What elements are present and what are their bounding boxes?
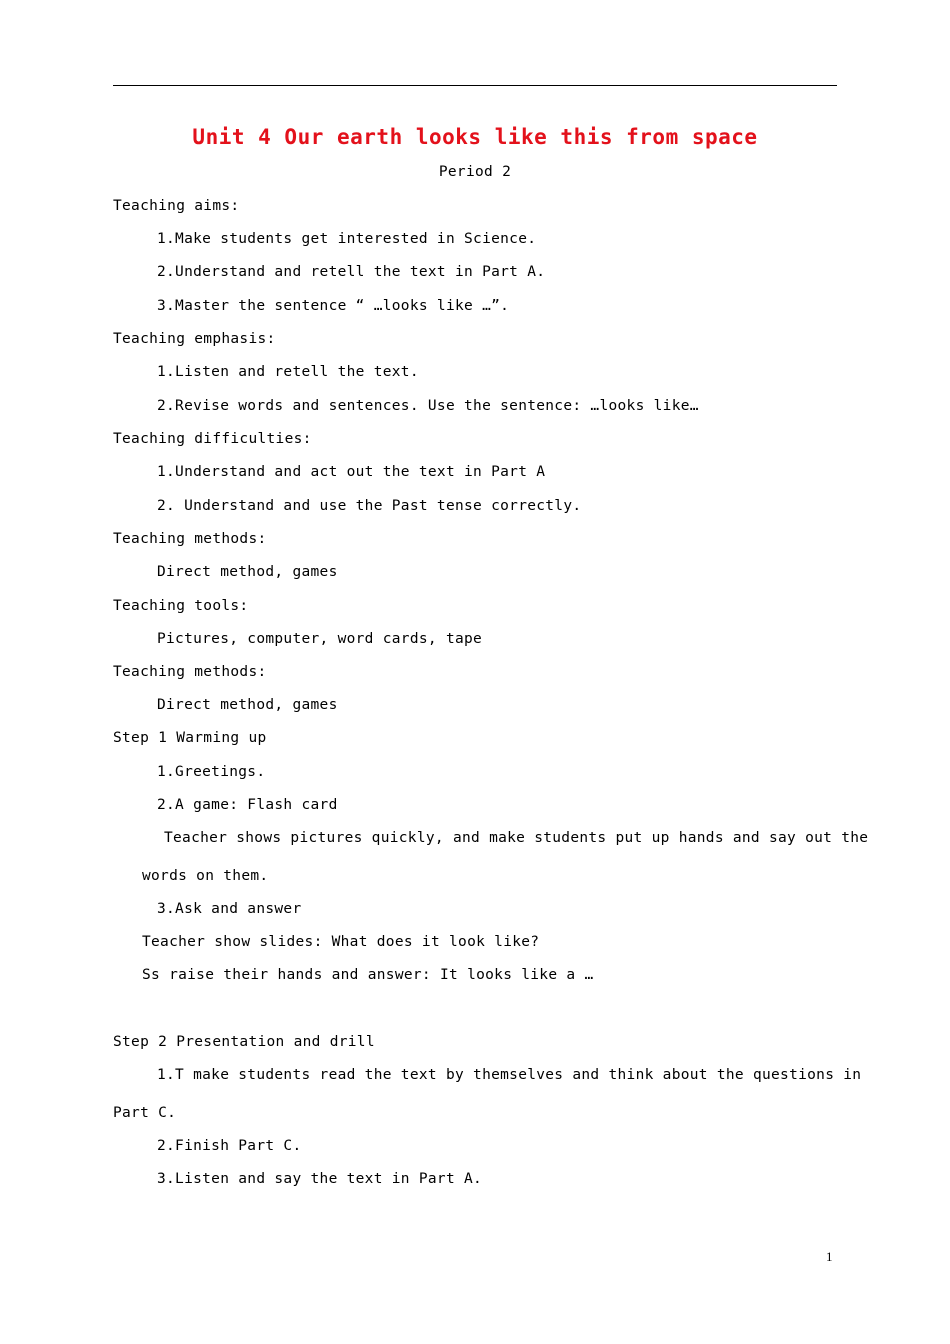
difficulty-item: 2. Understand and use the Past tense correctly.	[157, 498, 582, 514]
difficulty-item: 1.Understand and act out the text in Part A	[157, 464, 546, 480]
step-2-item-cont: Part C.	[113, 1105, 177, 1121]
document-title: Unit 4 Our earth looks like this from space	[192, 125, 758, 149]
methods-text-2: Direct method, games	[157, 697, 338, 713]
section-heading-difficulties: Teaching difficulties:	[113, 431, 312, 447]
section-heading-methods-2: Teaching methods:	[113, 664, 267, 680]
aim-item: 2.Understand and retell the text in Part A.	[157, 264, 546, 280]
section-heading-emphasis: Teaching emphasis:	[113, 331, 276, 347]
period-label: Period 2	[438, 164, 512, 180]
step-2-item: 3.Listen and say the text in Part A.	[157, 1171, 483, 1187]
step-2-heading: Step 2 Presentation and drill	[113, 1034, 375, 1050]
ask-line: Ss raise their hands and answer: It looks like a …	[142, 967, 594, 983]
section-heading-tools: Teaching tools:	[113, 598, 249, 614]
step-1-item: 2.A game: Flash card	[157, 797, 338, 813]
emphasis-item: 1.Listen and retell the text.	[157, 364, 419, 380]
step-2-item: 2.Finish Part C.	[157, 1138, 302, 1154]
emphasis-item: 2.Revise words and sentences. Use the sentence: …looks like…	[157, 398, 699, 414]
step-1-item: 3.Ask and answer	[157, 901, 302, 917]
aim-item: 3.Master the sentence “ …looks like …”.	[157, 298, 510, 314]
step-2-item: 1.T make students read the text by themselves and think about the questions in	[157, 1067, 862, 1083]
section-heading-aims: Teaching aims:	[113, 198, 240, 214]
flash-card-description-cont: words on them.	[142, 868, 269, 884]
header-rule	[113, 85, 837, 86]
ask-line: Teacher show slides: What does it look like?	[142, 934, 540, 950]
page-number: 1	[826, 1249, 833, 1264]
step-1-heading: Step 1 Warming up	[113, 730, 267, 746]
flash-card-description: Teacher shows pictures quickly, and make students put up hands and say out the	[164, 830, 869, 846]
section-heading-methods: Teaching methods:	[113, 531, 267, 547]
tools-text: Pictures, computer, word cards, tape	[157, 631, 483, 647]
aim-item: 1.Make students get interested in Science.	[157, 231, 537, 247]
methods-text: Direct method, games	[157, 564, 338, 580]
step-1-item: 1.Greetings.	[157, 764, 266, 780]
